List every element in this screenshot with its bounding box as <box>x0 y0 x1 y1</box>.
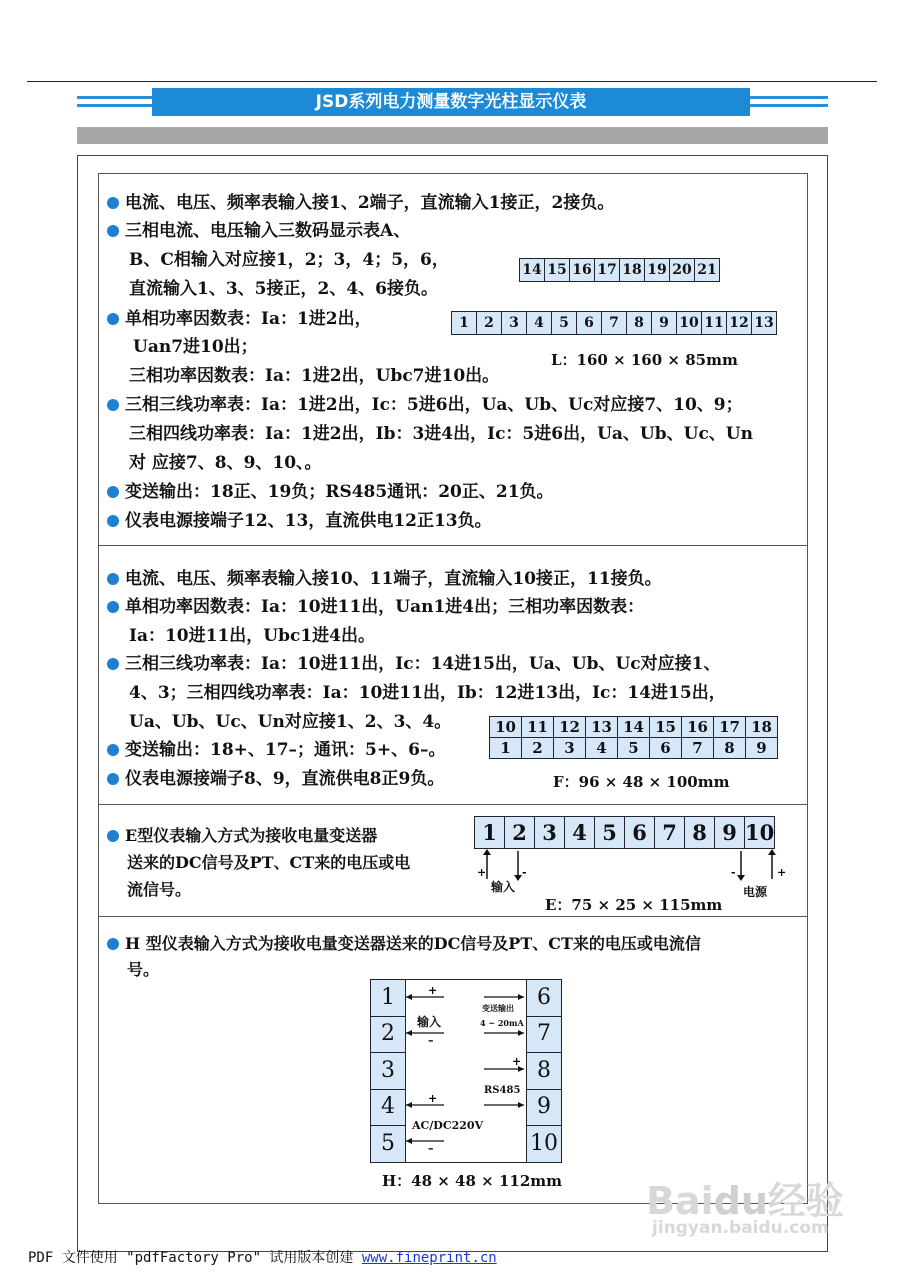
sec1-line-6: Uan7进10出； <box>133 337 258 357</box>
terminal-cell: 1 <box>475 817 505 849</box>
terminal-cell: 4 <box>527 312 552 335</box>
sec2-line-5: 4、3；三相四线功率表：Ia：10进11出，Ib：12进13出，Ic：14进15出， <box>129 683 726 703</box>
terminal-cell: 3 <box>371 1053 405 1090</box>
banner-stripe-right <box>750 96 828 99</box>
terminal-cell: 3 <box>502 312 527 335</box>
baidu-watermark-logo: Baidu经验 <box>646 1179 844 1223</box>
sec2-line-6: Ua、Ub、Uc、Un对应接1、2、3、4。 <box>129 712 452 732</box>
terminal-cell: 7 <box>602 312 627 335</box>
bullet-icon <box>107 399 119 411</box>
dimension-h: H：48 × 48 × 112mm <box>382 1172 563 1190</box>
baidu-watermark-url: jingyan.baidu.com <box>652 1218 829 1238</box>
terminal-cell: 4 <box>565 817 595 849</box>
h-rs485-label: RS485 <box>484 1085 521 1096</box>
page-title: JSD系列电力测量数字光柱显示仪表 <box>152 88 750 116</box>
top-rule <box>27 81 877 82</box>
terminal-cell: 10 <box>677 312 702 335</box>
terminal-row-top <box>519 258 720 282</box>
terminal-cell: 15 <box>650 717 682 738</box>
sec3-line-2: 送来的DC信号及PT、CT来的电压或电 <box>127 853 411 872</box>
e-wiring-diagram <box>469 849 789 899</box>
terminal-cell: 13 <box>752 312 777 335</box>
terminal-cell: 21 <box>695 259 720 282</box>
bullet-icon <box>107 830 119 842</box>
h-input-label: 输入 <box>417 1015 442 1029</box>
bullet-icon <box>107 197 119 209</box>
svg-text:-: - <box>522 866 527 879</box>
section-e-type <box>98 804 808 917</box>
terminal-cell: 8 <box>527 1053 561 1090</box>
bullet-icon <box>107 313 119 325</box>
svg-text:+: + <box>512 1055 522 1068</box>
terminal-cell: 3 <box>554 738 586 759</box>
terminal-cell: 11 <box>702 312 727 335</box>
terminal-cell: 5 <box>381 1130 395 1156</box>
terminal-cell: 19 <box>645 259 670 282</box>
bullet-icon <box>107 486 119 498</box>
terminal-cell: 7 <box>655 817 685 849</box>
terminal-cell: 6 <box>650 738 682 759</box>
terminal-cell: 8 <box>627 312 652 335</box>
dimension-e: E：75 × 25 × 115mm <box>545 896 723 914</box>
terminal-cell: 4 <box>586 738 618 759</box>
terminal-cell: 15 <box>545 259 570 282</box>
terminal-cell: 18 <box>620 259 645 282</box>
bullet-icon <box>107 515 119 527</box>
sec2-line-7: 变送输出：18+、17–；通讯：5+、6–。 <box>107 739 445 761</box>
bullet-icon <box>107 601 119 613</box>
bullet-icon <box>107 225 119 237</box>
banner-stripe-left-2 <box>77 104 152 107</box>
sec2-line-4: 三相三线功率表：Ia：10进11出，Ic：14进15出，Ua、Ub、Uc对应接1、 <box>107 653 720 675</box>
svg-text:+: + <box>428 984 438 997</box>
sec3-line-3: 流信号。 <box>127 880 192 899</box>
h-right-terminals <box>526 979 562 1163</box>
footer-text: PDF 文件使用 "pdfFactory Pro" 试用版本创建 <box>28 1250 362 1266</box>
bullet-icon <box>107 658 119 670</box>
svg-text:+: + <box>428 1092 438 1105</box>
terminal-grid-f <box>489 716 778 759</box>
sec1-line-11: 变送输出：18正、19负；RS485通讯：20正、21负。 <box>107 481 554 503</box>
terminal-cell: 18 <box>746 717 778 738</box>
terminal-cell: 7 <box>527 1016 561 1053</box>
sec1-line-7: 三相功率因数表：Ia：1进2出，Ubc7进10出。 <box>129 366 500 386</box>
sec4-line-1: H 型仪表输入方式为接收电量变送器送来的DC信号及PT、CT来的电压或电流信 <box>107 933 701 955</box>
bullet-icon <box>107 773 119 785</box>
terminal-cell: 7 <box>682 738 714 759</box>
terminal-cell: 17 <box>595 259 620 282</box>
sec1-line-5: 单相功率因数表：Ia：1进2出， <box>107 308 372 330</box>
terminal-cell: 9 <box>746 738 778 759</box>
terminal-cell: 12 <box>554 717 586 738</box>
e-power-label: 电源 <box>743 885 768 899</box>
grey-bar <box>77 127 828 144</box>
sec1-line-9: 三相四线功率表：Ia：1进2出，Ib：3进4出，Ic：5进6出，Ua、Ub、Uc、Un <box>129 424 753 444</box>
h-left-terminals <box>370 979 406 1163</box>
terminal-cell: 13 <box>586 717 618 738</box>
sec1-line-8: 三相三线功率表：Ia：1进2出，Ic：5进6出，Ua、Ub、Uc对应接7、10、9； <box>107 394 743 416</box>
svg-text:–: – <box>428 1034 434 1047</box>
sec1-line-12: 仪表电源接端子12、13，直流供电12正13负。 <box>107 510 492 532</box>
terminal-cell: 12 <box>727 312 752 335</box>
terminal-cell: 6 <box>527 980 561 1017</box>
sec2-line-1: 电流、电压、频率表输入接10、11端子，直流输入10接正，11接负。 <box>107 568 662 590</box>
terminal-cell: 3 <box>535 817 565 849</box>
dimension-f: F：96 × 48 × 100mm <box>553 773 730 791</box>
bullet-icon <box>107 938 119 950</box>
terminal-cell: 11 <box>522 717 554 738</box>
terminal-cell: 5 <box>618 738 650 759</box>
sec2-line-8: 仪表电源接端子8、9，直流供电8正9负。 <box>107 768 444 790</box>
sec1-line-2: 三相电流、电压输入三数码显示表A、 <box>107 220 410 242</box>
terminal-cell: 8 <box>685 817 715 849</box>
sec2-line-3: Ia：10进11出，Ubc1进4出。 <box>129 626 376 646</box>
e-input-label: 输入 <box>491 880 516 894</box>
banner-stripe-left <box>77 96 152 99</box>
sec1-line-4: 直流输入1、3、5接正，2、4、6接负。 <box>129 279 438 299</box>
terminal-cell: 2 <box>505 817 535 849</box>
terminal-cell: 4 <box>371 1089 405 1126</box>
terminal-cell: 2 <box>522 738 554 759</box>
sec1-line-10: 对 应接7、8、9、10、。 <box>129 453 322 473</box>
terminal-cell: 1 <box>371 980 405 1017</box>
bullet-icon <box>107 744 119 756</box>
terminal-cell: 10 <box>530 1130 558 1156</box>
terminal-cell: 9 <box>715 817 745 849</box>
terminal-row-bottom <box>451 311 777 335</box>
terminal-cell: 6 <box>625 817 655 849</box>
h-transmit-range: 4 ~ 20mA <box>480 1018 524 1028</box>
terminal-cell: 17 <box>714 717 746 738</box>
section-l-type <box>98 173 808 546</box>
pdf-footer <box>28 1247 497 1267</box>
svg-text:+: + <box>477 866 487 879</box>
terminal-cell: 2 <box>371 1016 405 1053</box>
svg-text:-: - <box>731 866 736 879</box>
terminal-cell: 1 <box>452 312 477 335</box>
sec3-line-1: E型仪表输入方式为接收电量变送器 <box>107 825 377 847</box>
terminal-cell: 9 <box>527 1089 561 1126</box>
terminal-cell: 5 <box>595 817 625 849</box>
svg-text:–: – <box>428 1142 434 1155</box>
sec2-line-2: 单相功率因数表：Ia：10进11出，Uan1进4出；三相功率因数表： <box>107 596 644 618</box>
dimension-l: L：160 × 160 × 85mm <box>551 351 738 369</box>
banner-stripe-right-2 <box>750 104 828 107</box>
sec1-line-3: B、C相输入对应接1，2；3，4；5，6， <box>129 250 449 270</box>
bullet-icon <box>107 573 119 585</box>
terminal-cell: 5 <box>552 312 577 335</box>
terminal-cell: 6 <box>577 312 602 335</box>
terminal-cell: 9 <box>652 312 677 335</box>
sec4-line-2: 号。 <box>127 960 160 979</box>
footer-link[interactable]: www.fineprint.cn <box>361 1250 497 1266</box>
h-power-label: AC/DC220V <box>412 1119 484 1132</box>
terminal-cell: 2 <box>477 312 502 335</box>
section-h-type <box>98 916 808 1204</box>
svg-text:+: + <box>777 866 787 879</box>
terminal-cell: 14 <box>520 259 545 282</box>
terminal-cell: 1 <box>490 738 522 759</box>
terminal-row-e <box>474 816 775 849</box>
terminal-cell: 10 <box>490 717 522 738</box>
h-transmit-label: 变送输出 <box>482 1003 514 1013</box>
terminal-cell: 16 <box>570 259 595 282</box>
terminal-cell: 14 <box>618 717 650 738</box>
terminal-cell: 16 <box>682 717 714 738</box>
sec1-line-1: 电流、电压、频率表输入接1、2端子，直流输入1接正，2接负。 <box>107 192 614 214</box>
terminal-cell: 8 <box>714 738 746 759</box>
terminal-cell: 10 <box>745 817 775 849</box>
terminal-cell: 20 <box>670 259 695 282</box>
section-f-type <box>98 545 808 805</box>
